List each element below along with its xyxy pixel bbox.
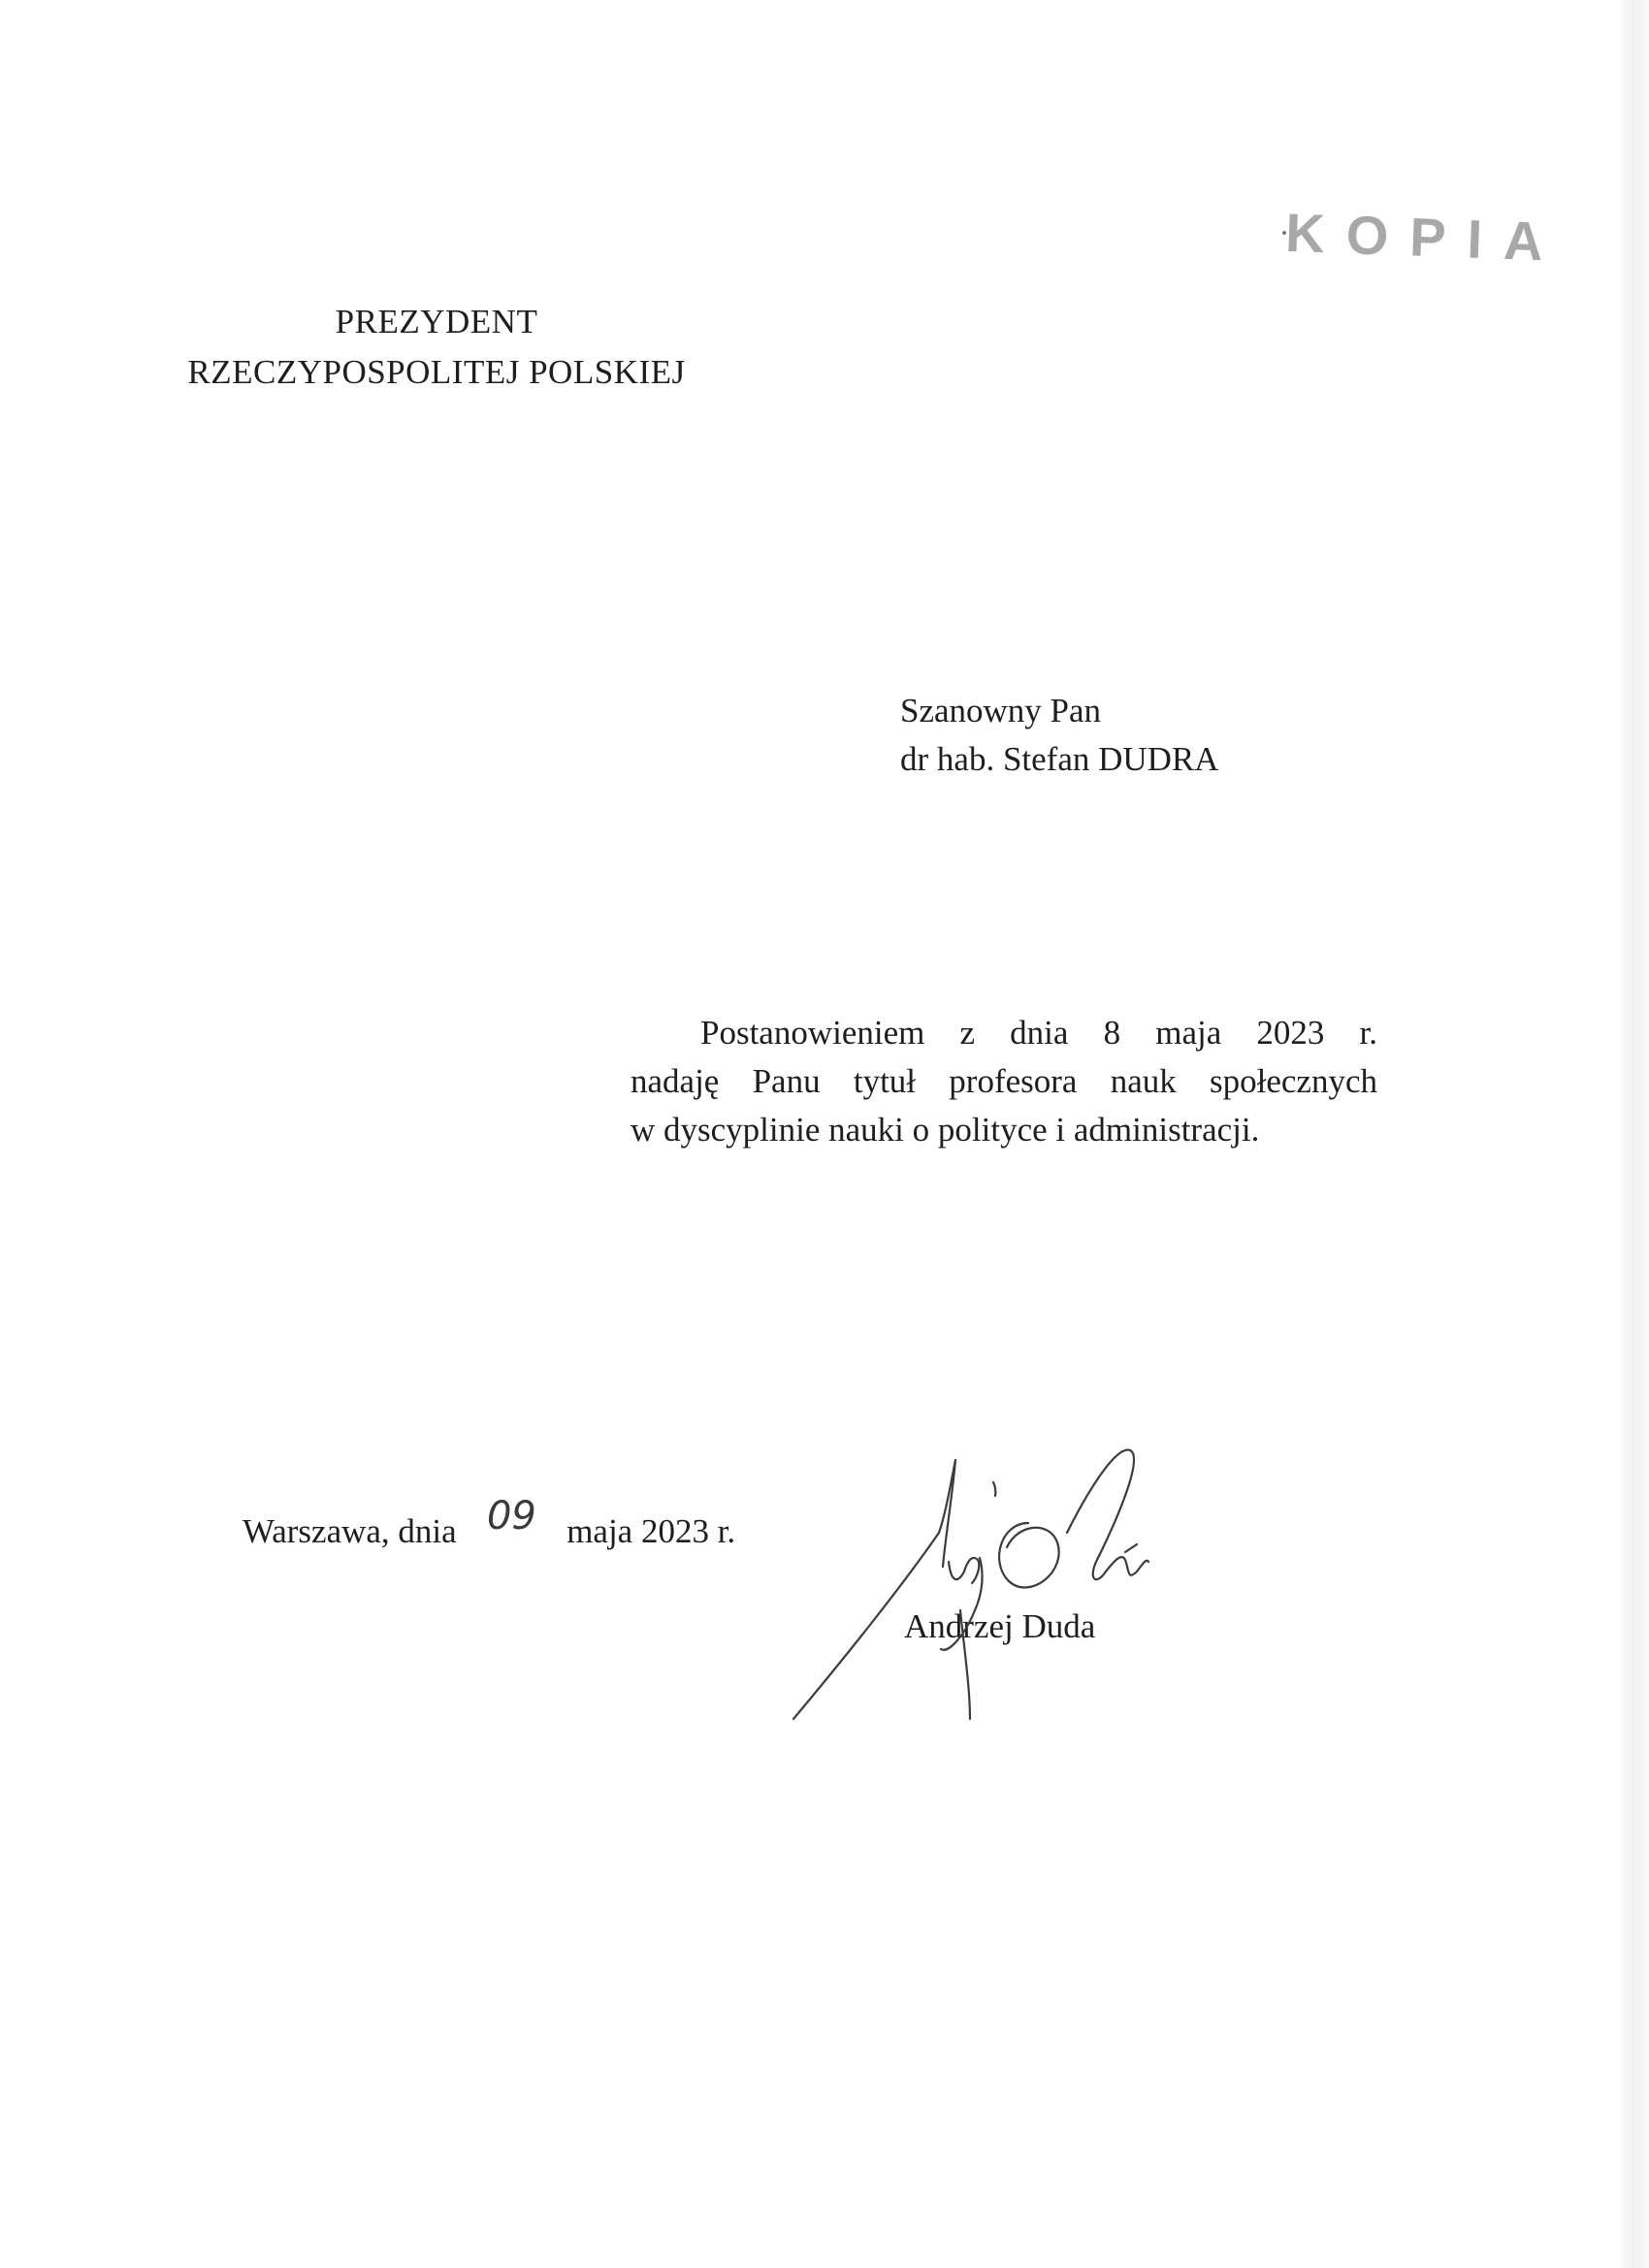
handwritten-signature — [776, 1416, 1242, 1736]
paper-edge-shadow — [1616, 0, 1649, 2268]
letterhead-line-2: RZECZYPOSPOLITEJ POLSKIEJ — [187, 353, 686, 391]
letterhead-line-1: PREZYDENT — [335, 303, 538, 340]
handwritten-day: 09 — [486, 1494, 536, 1539]
body-line-3: w dyscyplinie nauki o polityce i administracji. — [630, 1111, 1260, 1149]
date-month-year: maja 2023 r. — [566, 1512, 736, 1550]
recipient-block — [900, 687, 1219, 784]
letter-body — [630, 1009, 1377, 1154]
signer-name: Andrzej Duda — [904, 1607, 1096, 1645]
date-line — [242, 1494, 736, 1556]
letterhead — [126, 297, 747, 398]
recipient-name: dr hab. Stefan DUDRA — [900, 740, 1219, 778]
body-line-1: Postanowieniem z dnia 8 maja 2023 r. — [700, 1014, 1377, 1052]
date-prefix: Warszawa, dnia — [242, 1512, 457, 1550]
body-line-2: nadaję Panu tytuł profesora nauk społecznych — [630, 1062, 1377, 1100]
kopia-stamp: KOPIA — [1284, 201, 1566, 273]
recipient-salutation: Szanowny Pan — [900, 692, 1102, 729]
